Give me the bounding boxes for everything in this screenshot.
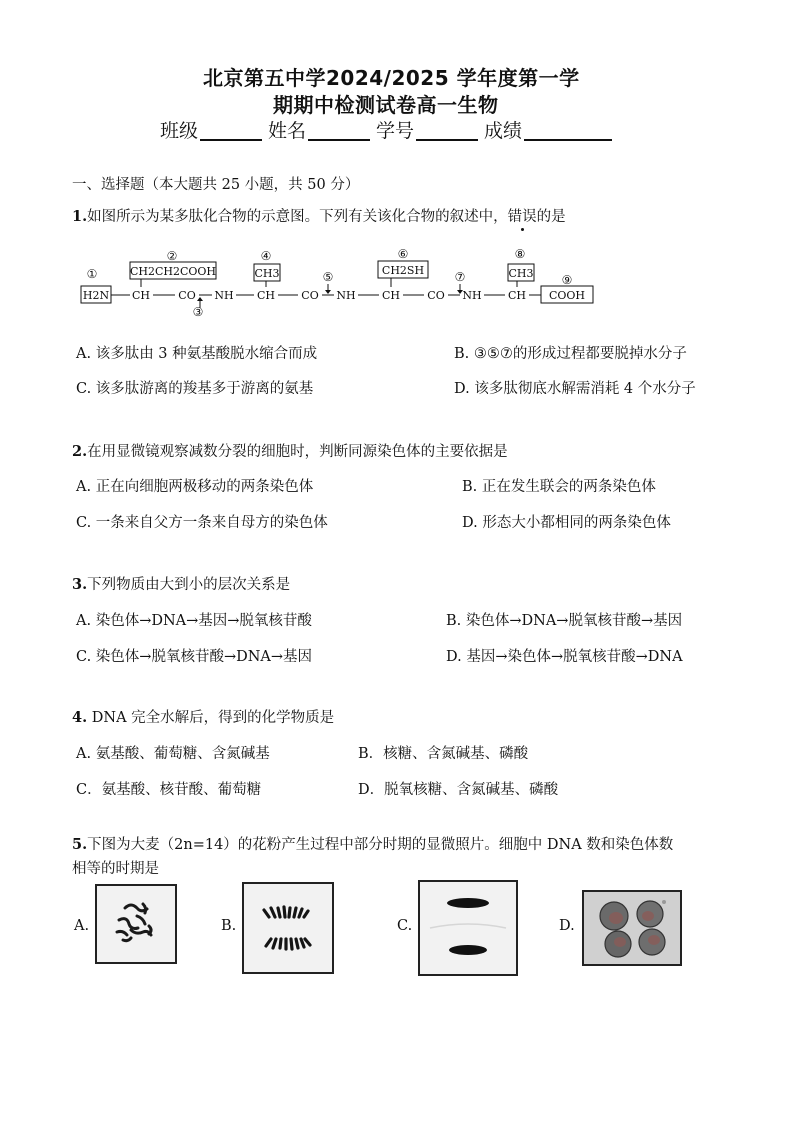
peptide-structure-diagram	[70, 240, 610, 320]
atom-nh-1: NH	[214, 289, 234, 302]
score-blank	[524, 121, 612, 141]
question-3-number: 3.	[72, 576, 88, 593]
q1-option-d[interactable]: D. 该多肽彻底水解需消耗 4 个水分子	[454, 381, 696, 397]
q5-option-a-label[interactable]: A.	[74, 918, 90, 934]
question-3-text: 下列物质由大到小的层次关系是	[87, 577, 291, 593]
chromosome-cluster-image	[97, 886, 175, 962]
q3-option-d[interactable]: D. 基因→染色体→脱氧核苷酸→DNA	[446, 649, 683, 665]
marker-7: ⑦	[454, 270, 466, 284]
two-chromosome-groups-image	[420, 882, 516, 974]
q5-option-b-label[interactable]: B.	[221, 918, 237, 934]
q4-option-b[interactable]: B．核糖、含氮碱基、磷酸	[358, 746, 529, 762]
question-1-stem	[72, 205, 566, 226]
q3-option-a[interactable]: A. 染色体→DNA→基因→脱氧核苷酸	[76, 613, 312, 629]
question-5-stem	[72, 833, 673, 854]
q5-option-c-label[interactable]: C.	[397, 918, 413, 934]
question-1-number: 1.	[72, 208, 88, 225]
marker-9: ⑨	[561, 273, 573, 287]
marker-5: ⑤	[322, 270, 334, 284]
atom-nh-3: NH	[462, 289, 482, 302]
marker-8: ⑧	[514, 247, 526, 261]
group-amino: H2N	[82, 289, 110, 302]
group-r1: CH2CH2COOH	[129, 265, 217, 278]
student-id-label: 学号	[376, 120, 415, 142]
atom-co-2: CO	[301, 289, 319, 302]
q4-option-a[interactable]: A. 氨基酸、葡萄糖、含氮碱基	[76, 746, 270, 762]
q5-micrograph-b[interactable]	[242, 882, 334, 974]
exam-title-line2: 期期中检测试卷高一生物	[273, 93, 499, 117]
marker-1: ①	[86, 267, 98, 281]
atom-ch-1: CH	[131, 289, 151, 302]
question-2-stem	[72, 440, 508, 461]
group-r2: CH3	[254, 267, 280, 280]
q2-option-a[interactable]: A. 正在向细胞两极移动的两条染色体	[76, 479, 314, 495]
q4-option-d[interactable]: D．脱氧核糖、含氮碱基、磷酸	[358, 782, 559, 798]
student-id-blank	[416, 121, 478, 141]
question-4-number: 4.	[72, 709, 88, 726]
q3-option-c[interactable]: C. 染色体→脱氧核苷酸→DNA→基因	[76, 649, 313, 665]
name-label: 姓名	[268, 120, 307, 142]
question-2-number: 2.	[72, 443, 88, 460]
atom-co-3: CO	[427, 289, 445, 302]
question-4-stem	[72, 706, 334, 727]
exam-title-line1: 北京第五中学2024/2025 学年度第一学	[203, 66, 580, 90]
class-blank	[200, 121, 262, 141]
question-5-text-line1: 下图为大麦（2n=14）的花粉产生过程中部分时期的显微照片。细胞中 DNA 数和染色体数	[87, 837, 674, 853]
marker-4: ④	[260, 249, 272, 263]
chromosomes-separating-image	[244, 884, 332, 972]
student-info-line	[160, 116, 618, 143]
marker-6: ⑥	[397, 247, 409, 261]
q5-option-d-label[interactable]: D.	[559, 918, 575, 934]
question-1-emphasis: 错误	[507, 209, 537, 225]
q1-option-c[interactable]: C. 该多肽游离的羧基多于游离的氨基	[76, 381, 314, 397]
atom-co-1: CO	[178, 289, 196, 302]
q2-option-b[interactable]: B. 正在发生联会的两条染色体	[462, 479, 656, 495]
question-4-text: DNA 完全水解后，得到的化学物质是	[91, 710, 335, 726]
q2-option-d[interactable]: D. 形态大小都相同的两条染色体	[462, 515, 671, 531]
q1-option-b[interactable]: B. ③⑤⑦的形成过程都要脱掉水分子	[454, 346, 687, 362]
atom-ch-3: CH	[381, 289, 401, 302]
question-2-text: 在用显微镜观察减数分裂的细胞时，判断同源染色体的主要依据是	[87, 444, 508, 460]
section-heading: 一、选择题（本大题共 25 小题，共 50 分）	[72, 177, 360, 193]
atom-ch-2: CH	[256, 289, 276, 302]
q5-micrograph-d[interactable]	[582, 890, 682, 966]
group-r4: CH3	[508, 267, 534, 280]
q1-option-a[interactable]: A. 该多肽由 3 种氨基酸脱水缩合而成	[76, 346, 318, 362]
question-5-text-line2: 相等的时期是	[72, 861, 159, 877]
question-3-stem	[72, 573, 290, 594]
group-r3: CH2SH	[381, 264, 425, 277]
marker-3: ③	[192, 305, 204, 319]
class-label: 班级	[160, 120, 199, 142]
name-blank	[308, 121, 370, 141]
q3-option-b[interactable]: B. 染色体→DNA→脱氧核苷酸→基因	[446, 613, 683, 629]
q2-option-c[interactable]: C. 一条来自父方一条来自母方的染色体	[76, 515, 328, 531]
atom-nh-2: NH	[336, 289, 356, 302]
question-1-text: 如图所示为某多肽化合物的示意图。下列有关该化合物的叙述中，	[87, 209, 508, 225]
score-label: 成绩	[484, 120, 523, 142]
question-5-number: 5.	[72, 836, 88, 853]
q5-micrograph-a[interactable]	[95, 884, 177, 964]
q5-micrograph-c[interactable]	[418, 880, 518, 976]
marker-2: ②	[166, 249, 178, 263]
four-cells-image	[584, 892, 680, 964]
question-1-text-end: 的是	[536, 209, 566, 225]
q4-option-c[interactable]: C．氨基酸、核苷酸、葡萄糖	[76, 782, 262, 798]
group-carboxyl: COOH	[548, 289, 586, 302]
atom-ch-4: CH	[507, 289, 527, 302]
